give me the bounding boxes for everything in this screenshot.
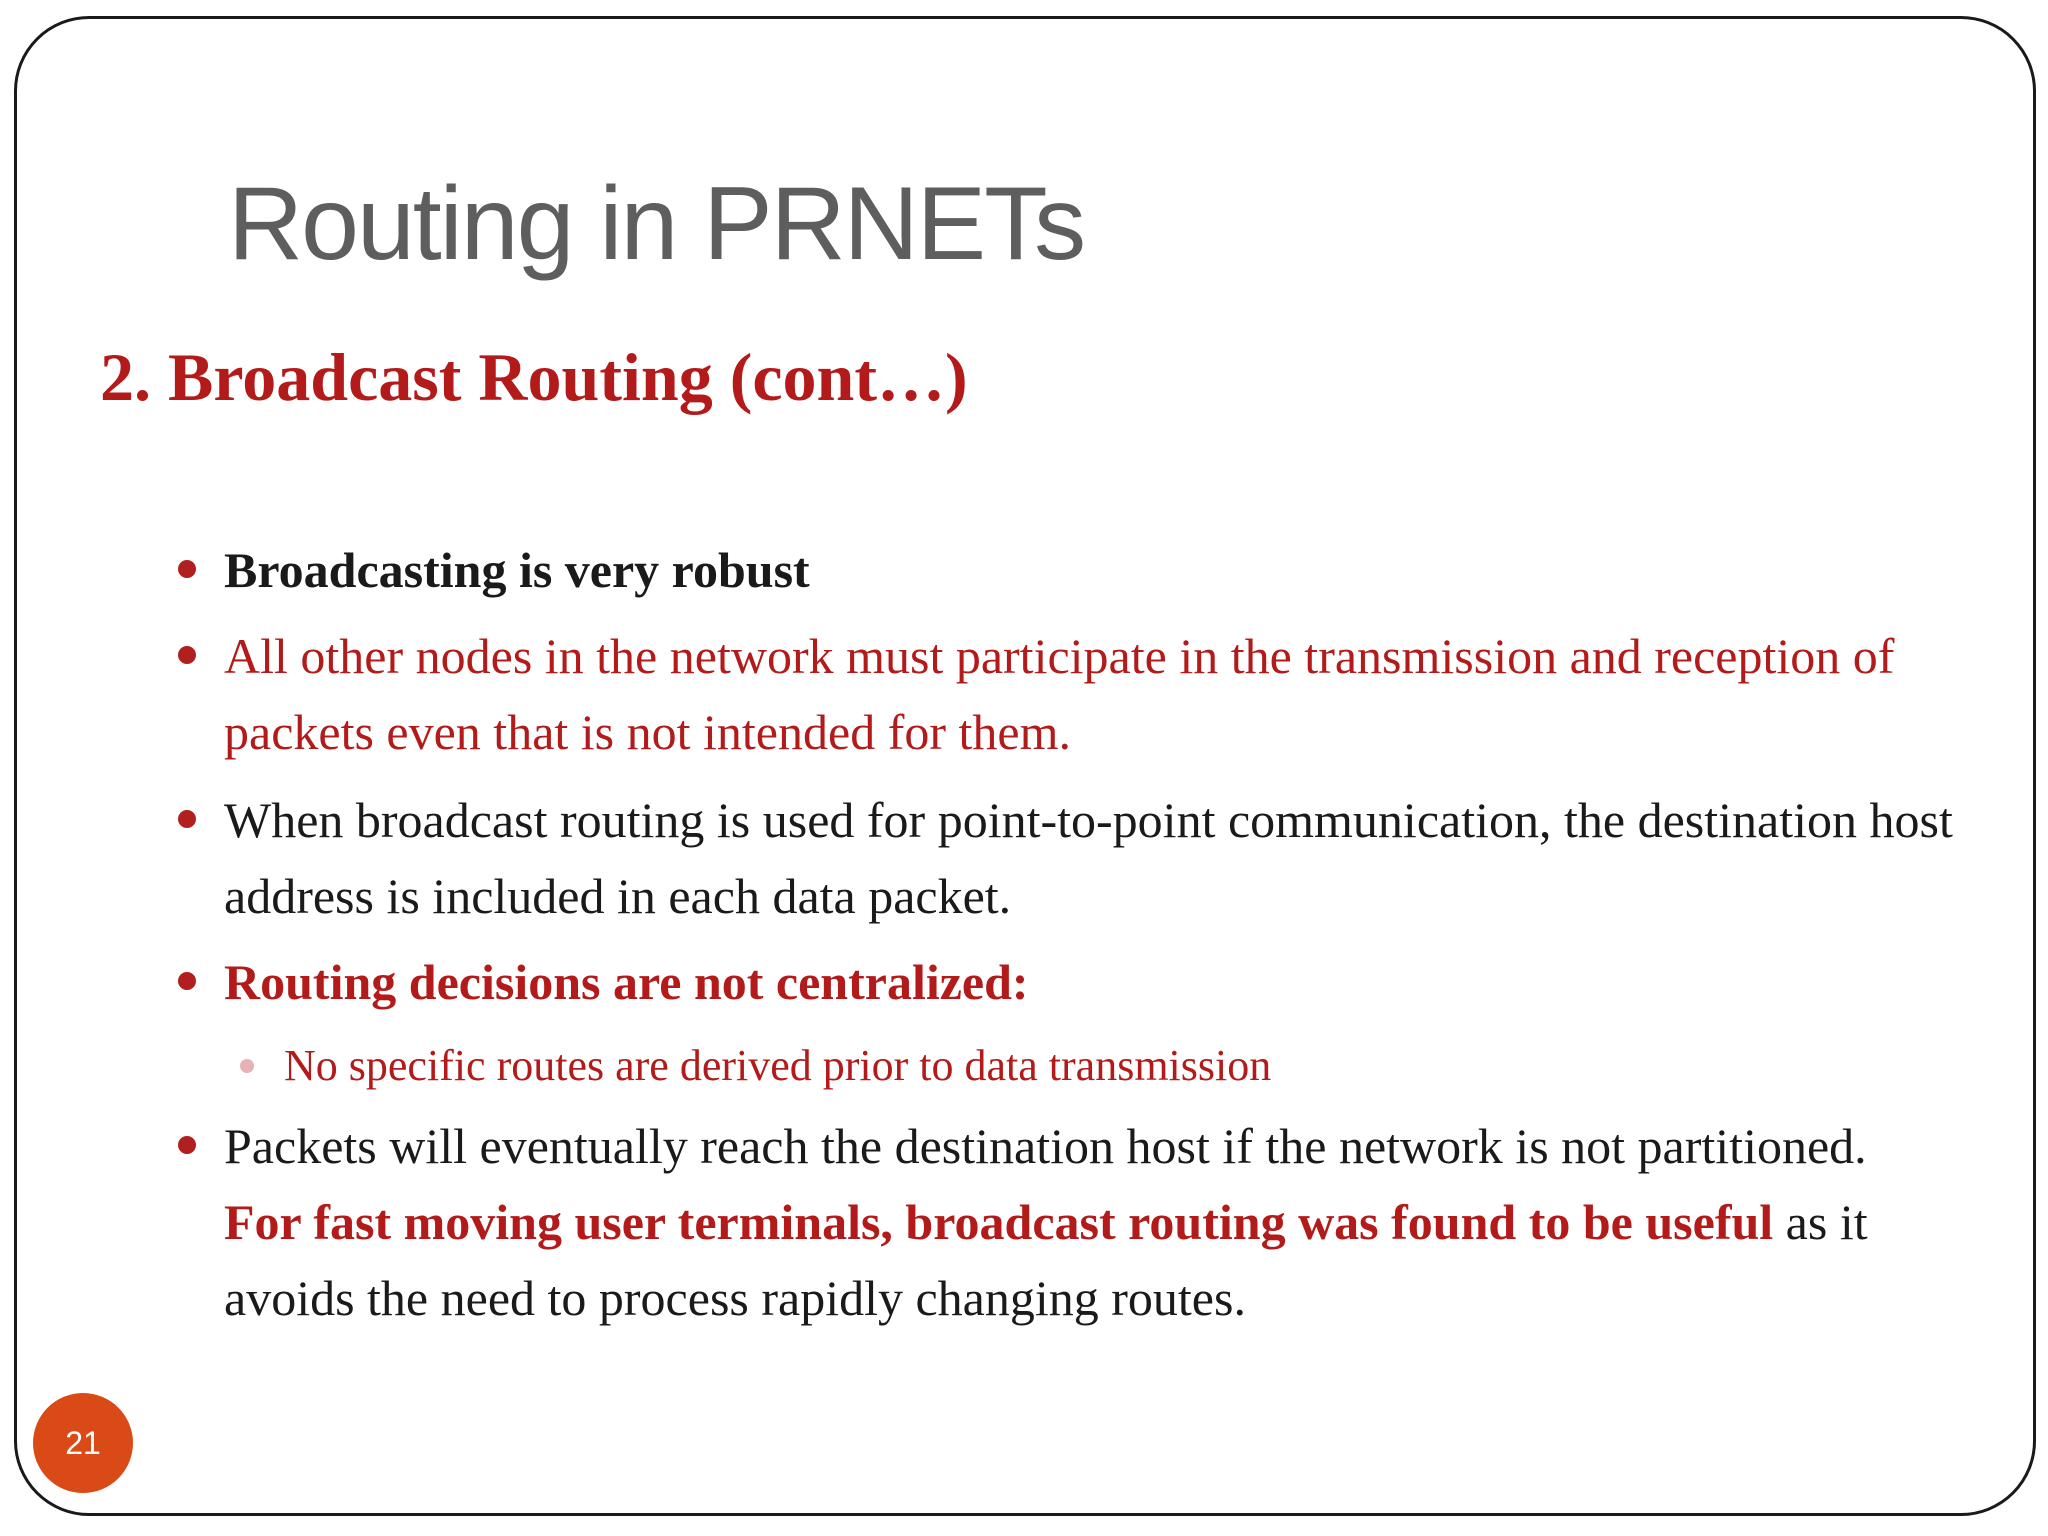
sub-bullet-dot-icon <box>240 1059 254 1073</box>
bullet-text: When broadcast routing is used for point-to-point communication, the destination host address is included in each data packet. <box>224 792 1953 924</box>
bullet-text-part-c: as it avoids the need to process rapidly changing routes. <box>224 1194 1868 1326</box>
bullet-item-not-centralized <box>224 944 1954 1020</box>
bullet-dot-icon <box>178 972 196 990</box>
bullet-text: Routing decisions are not centralized: <box>224 954 1029 1010</box>
sub-bullet-item-no-routes <box>284 1036 1944 1096</box>
bullet-dot-icon <box>178 810 196 828</box>
bullet-text: All other nodes in the network must participate in the transmission and reception of packets even that is not intended for them. <box>224 628 1895 760</box>
bullet-text-part-a: Packets will eventually reach the destination host if the network is not partitioned. <box>224 1118 1867 1174</box>
bullet-text-highlight: For fast moving user terminals, broadcast routing was found to be useful <box>224 1194 1774 1250</box>
slide-subtitle: 2. Broadcast Routing (cont…) <box>100 339 968 415</box>
sub-bullet-text: No specific routes are derived prior to data transmission <box>284 1041 1272 1090</box>
bullet-item-participation <box>224 618 1954 770</box>
bullet-dot-icon <box>178 560 196 578</box>
bullet-item-packets-reach <box>224 1108 1954 1336</box>
bullet-dot-icon <box>178 1136 196 1154</box>
bullet-text: Broadcasting is very robust <box>224 542 810 598</box>
slide-title: Routing in PRNETs <box>228 166 1085 282</box>
page-number-badge: 21 <box>33 1393 133 1493</box>
bullet-item-robust <box>224 532 1954 608</box>
bullet-item-point-to-point <box>224 782 1954 934</box>
bullet-dot-icon <box>178 646 196 664</box>
